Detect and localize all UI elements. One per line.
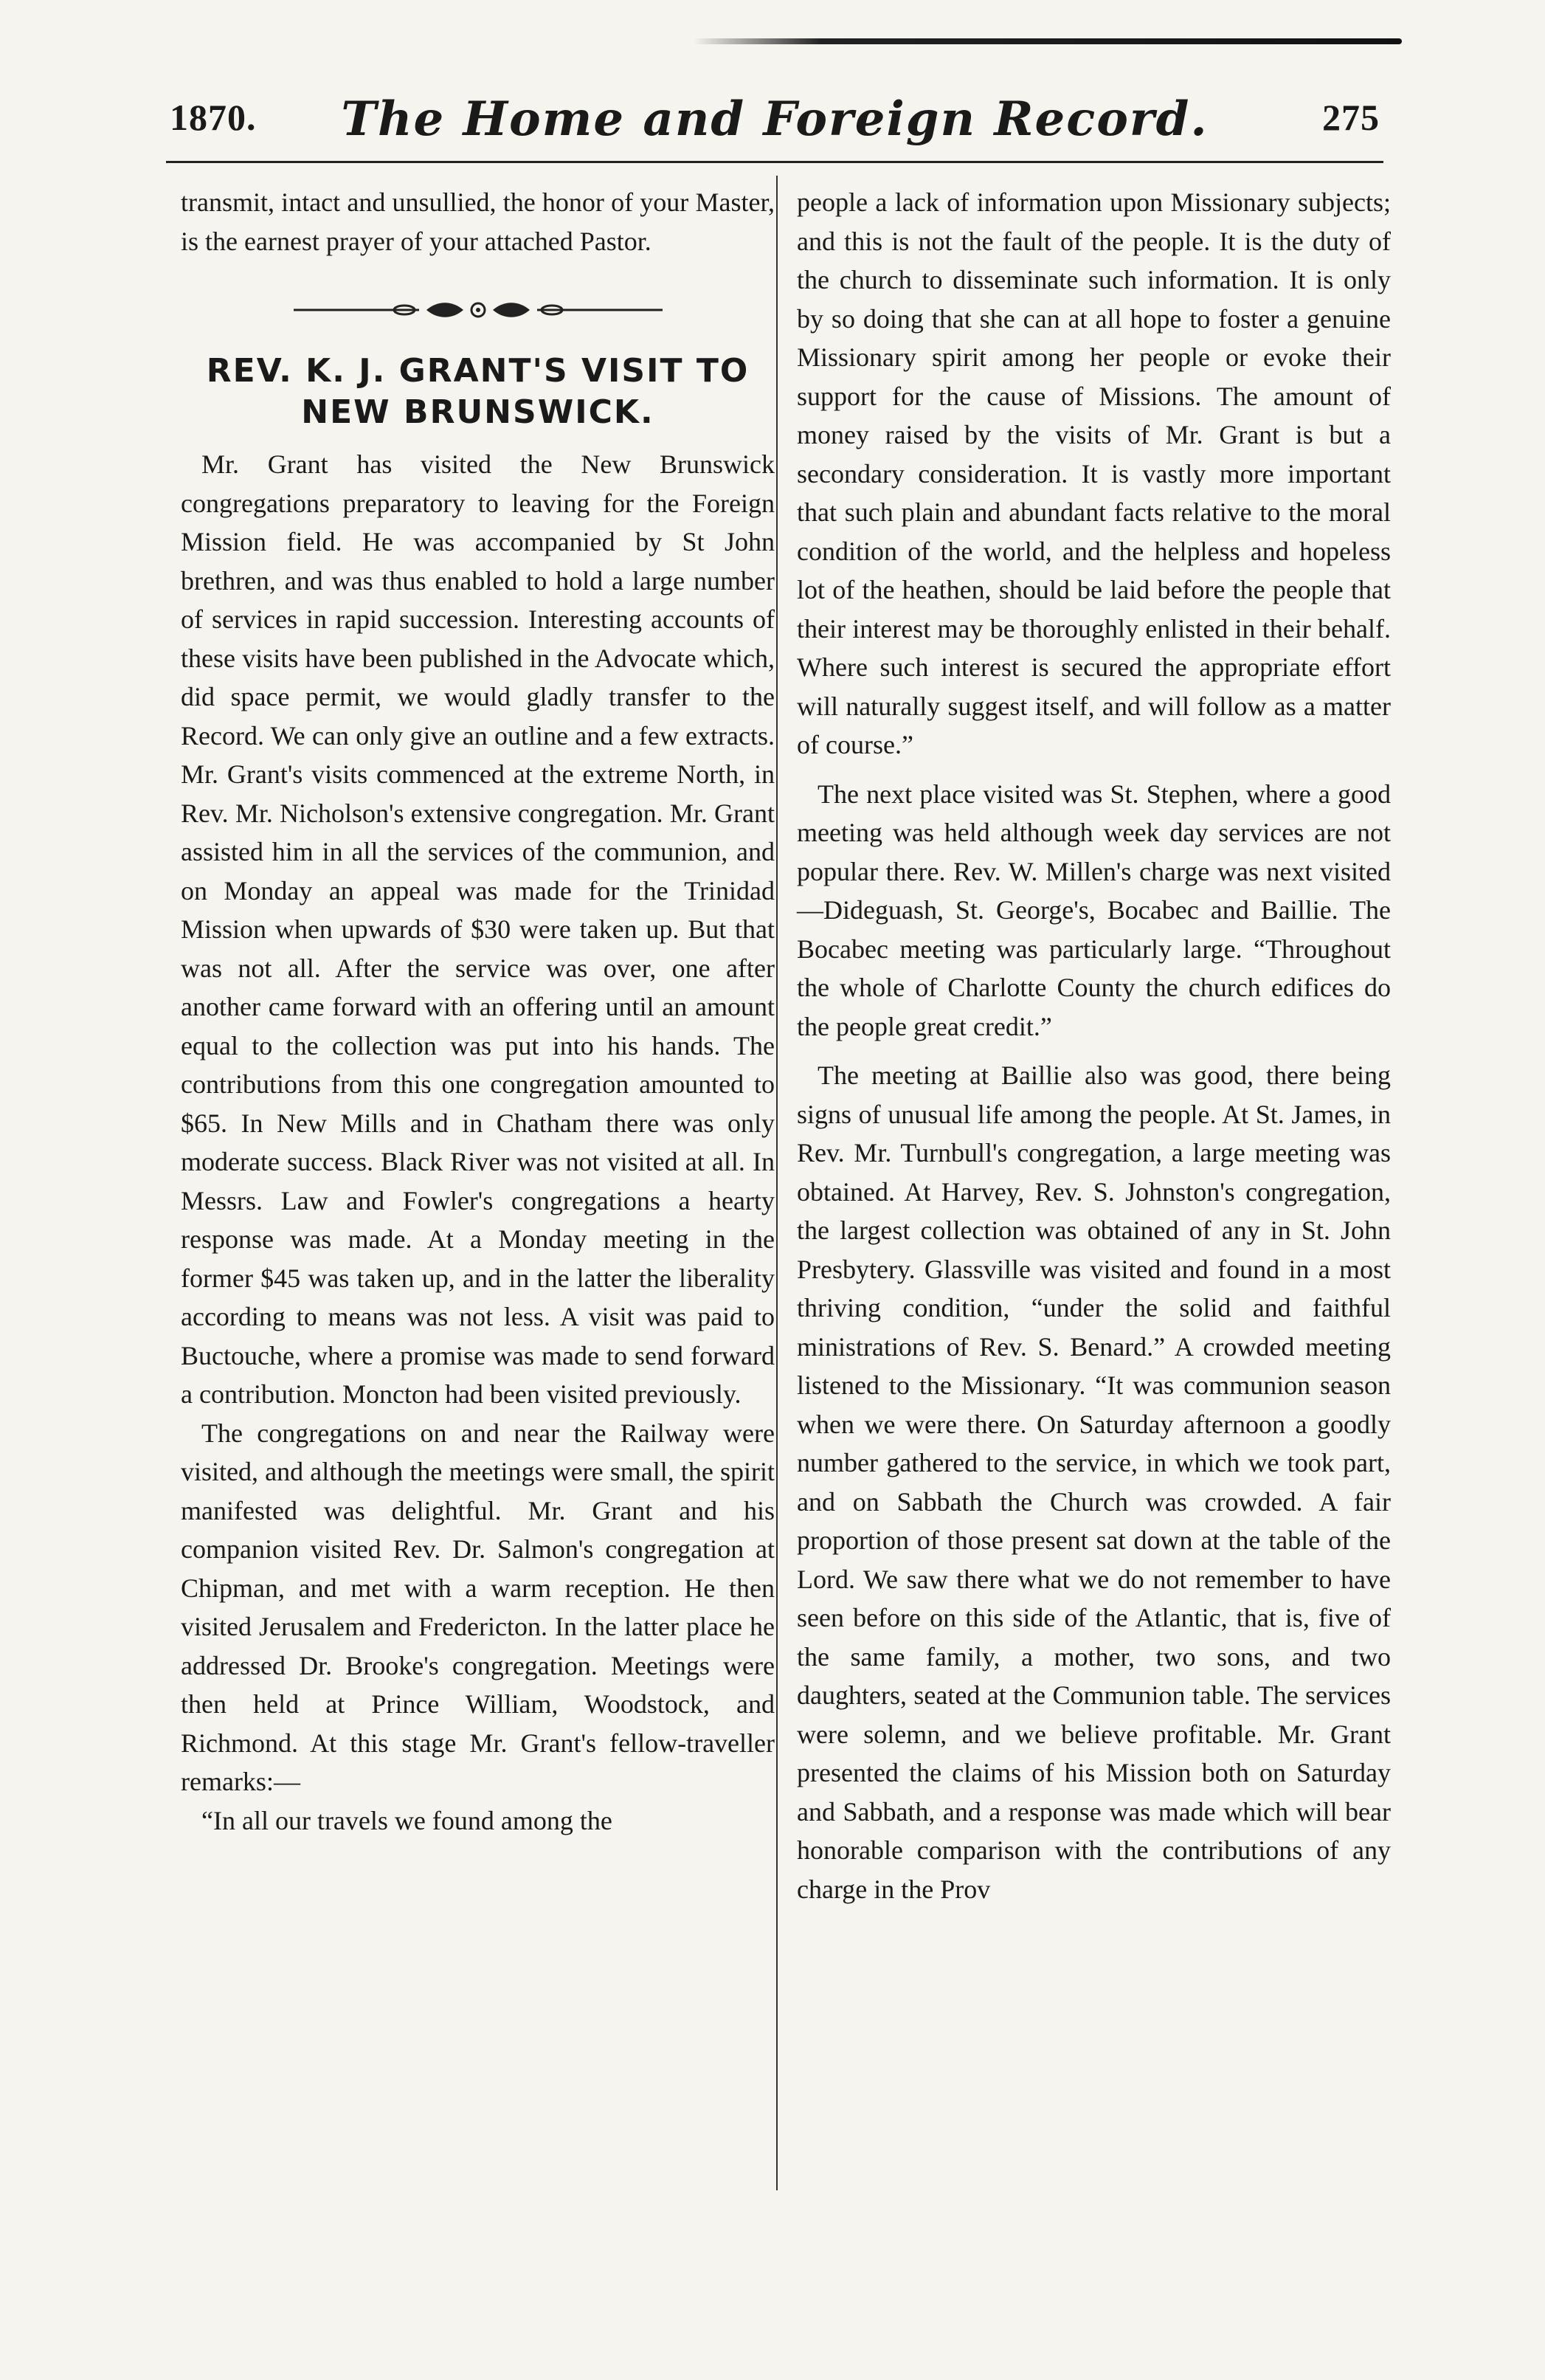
opening-paragraph: transmit, intact and unsullied, the honor of your Master, is the earnest prayer of your attached Pastor. [181,187,775,256]
article-paragraph: people a lack of information upon Missionary subjects; and this is not the fault of the people. It is the duty of the church to disseminate such information. It is only by so doing that she can at all hope to foster a genuine Missionary spirit among her people or evoke their support for the cause of Missions. The amount of money raised by the visits of Mr. Grant is but a secondary consideration. It is vastly more important that such plain and abundant facts relative to the moral condition of the world, and the helpless and hopeless lot of the heathen, should be laid before the people that their interest may be thoroughly enlisted in their behalf. Where such interest is secured the appropriate effort will naturally suggest itself, and will follow as a matter of course.” [797,187,1391,759]
article-paragraph: “In all our travels we found among the [201,1805,612,1835]
page-number: 275 [1322,97,1380,138]
header-year: 1870. [170,97,257,138]
article-paragraph: The congregations on and near the Railway were visited, and although the meetings were small, the spirit manifested was delightful. Mr. Grant and his companion visited Rev. Dr. Salmon's congregation at Chipman, and met with a warm reception. He then visited Jerusalem and Fredericton. In the latter place he addressed Dr. Brooke's congregation. Meetings were then held at Prince William, Woodstock, and Richmond. At this stage Mr. Grant's fellow-traveller remarks:— [181,1418,775,1796]
article-paragraph: The next place visited was St. Stephen, where a good meeting was held although week day services are not popular there. Rev. W. Millen's charge was next visited—Dideguash, St. George's, Bocabec and Baillie. The Bocabec meeting was particularly large. “Throughout the whole of Charlotte County the church edifices do the people great credit.” [797,779,1391,1041]
article-paragraph: Mr. Grant has visited the New Brunswick congregations preparatory to leaving for the Foreign Mission field. He was accompanied by St John brethren, and was thus enabled to hold a large number of services in rapid succession. Interesting accounts of these visits have been published in the Advocate which, did space permit, we would gladly transfer to the Record. We can only give an outline and a few extracts. Mr. Grant's visits commenced at the extreme North, in Rev. Mr. Nicholson's extensive congregation. Mr. Grant assisted him in all the services of the communion, and on Monday an appeal was made for the Trinidad Mission when upwards of $30 were taken up. But that was not all. After the service was over, one after another came forward with an offering until an amount equal to the collection was put into his hands. The contributions from this one congregation amounted to $65. In New Mills and in Chatham there was only moderate success. Black River was not visited at all. In Messrs. Law and Fowler's congregations a hearty response was made. At a Monday meeting in the former $45 was taken up, and in the latter the liberality according to means was not less. A visit was paid to Buctouche, where a promise was made to send forward a contribution. Moncton had been visited previously. [181,449,775,1409]
journal-title: The Home and Foreign Record. [341,92,1209,147]
right-column [797,183,1391,1908]
ornament-divider-icon [294,299,663,321]
article-heading: REV. K. J. GRANT'S VISIT TO NEW BRUNSWICK. [206,352,750,431]
header-rule [166,161,1383,163]
column-divider [776,176,778,2190]
page-header [170,92,1380,155]
article-paragraph: The meeting at Baillie also was good, there being signs of unusual life among the people. At St. James, in Rev. Mr. Turnbull's congregation, a large meeting was obtained. At Harvey, Rev. S. Johnston's congregation, the largest collection was obtained of any in St. John Presbytery. Glassville was visited and found in a most thriving condition, “under the solid and faithful ministrations of Rev. S. Benard.” A crowded meeting listened to the Missionary. “It was communion season when we were there. On Saturday afternoon a goodly number gathered to the service, in which we took part, and on Sabbath the Church was crowded. A fair proportion of those present sat down at the table of the Lord. We saw there what we do not remember to have seen before on this side of the Atlantic, that is, five of the same family, a mother, two sons, and two daughters, seated at the Communion table. The services were solemn, and we believe profitable. Mr. Grant presented the claims of his Mission both on Saturday and Sabbath, and a response was made which will bear honorable comparison with the contributions of any charge in the Prov [797,1060,1391,1904]
top-decorative-rule [694,38,1402,44]
left-column [181,183,775,1840]
